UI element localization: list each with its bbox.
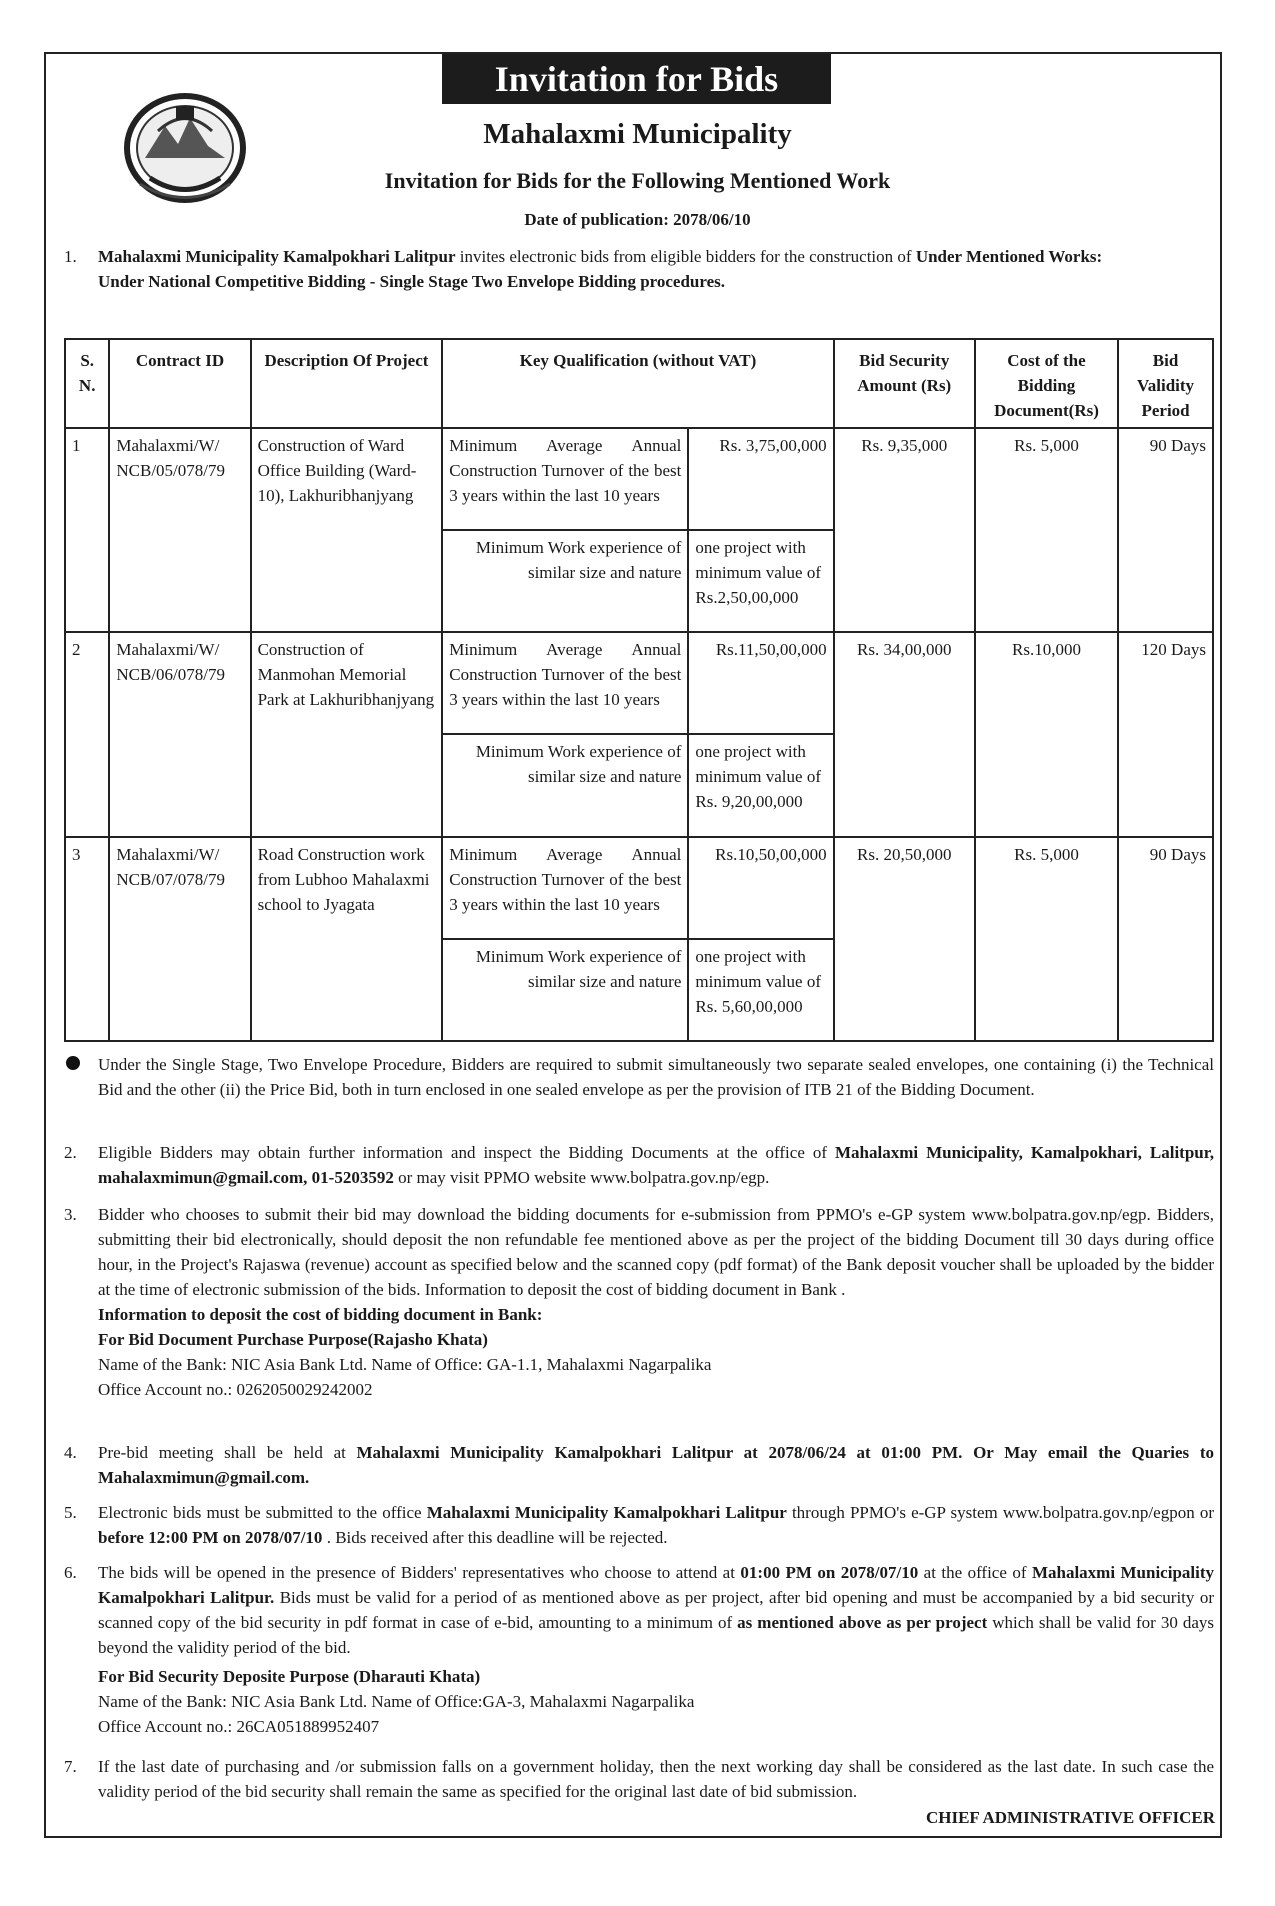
row-bid-security: Rs. 34,00,000 [834,632,975,836]
paragraph-number: 7. [64,1757,77,1776]
p5-tail: . Bids received after this deadline will be rejected. [322,1528,668,1547]
row-experience-label: Minimum Work experience of similar size and nature [442,939,688,1041]
row-cost: Rs. 5,000 [975,837,1118,1041]
notice-subtitle: Invitation for Bids for the Following Mentioned Work [384,168,891,193]
paragraph-number: 4. [64,1443,77,1462]
row-experience-value: one project with minimum value of Rs. 5,60,00,000 [688,939,833,1041]
p2-text: Eligible Bidders may obtain further information and inspect the Bidding Documents at the office of [98,1143,836,1162]
row-sn: 2 [65,632,109,836]
row-validity: 90 Days [1118,837,1213,1041]
header-contract-id: Contract ID [109,339,250,428]
row-validity: 120 Days [1118,632,1213,836]
paragraph-5 [64,1500,1214,1550]
paragraph-number: 1. [64,247,77,266]
p3-bank-line: Name of the Bank: NIC Asia Bank Ltd. Name of Office: GA-1.1, Mahalaxmi Nagarpalika [98,1355,712,1374]
paragraph-6 [64,1560,1214,1739]
row-description: Road Construction work from Lubhoo Mahalaxmi school to Jyagata [251,837,443,1041]
paragraph-number: 5. [64,1503,77,1522]
p6-tail: which shall be valid for 30 days beyond the validity period of the bid. [98,1613,1214,1657]
paragraph-1 [64,244,1214,294]
header-key-qualification: Key Qualification (without VAT) [442,339,833,428]
table-header-row [65,339,1213,428]
row-validity: 90 Days [1118,428,1213,632]
table-row [65,428,1213,530]
p3-info-heading: Information to deposit the cost of bidding document in Bank: [98,1305,543,1324]
p2-tail: or may visit PPMO website www.bolpatra.gov.np/egp. [393,1168,770,1187]
row-experience-label: Minimum Work experience of similar size and nature [442,734,688,836]
row-description: Construction of Ward Office Building (Ward-10), Lakhuribhanjyang [251,428,443,632]
header-cost: Cost of the Bidding Document(Rs) [975,339,1118,428]
p5-office: Mahalaxmi Municipality Kamalpokhari Lalitpur [426,1503,787,1522]
row-experience-value: one project with minimum value of Rs. 9,20,00,000 [688,734,833,836]
paragraph-7 [64,1754,1214,1804]
table-row [65,837,1213,939]
row-sn: 1 [65,428,109,632]
row-qualification-label: Minimum Average Annual Construction Turnover of the best 3 years within the last 10 years [442,632,688,734]
row-description: Construction of Manmohan Memorial Park at Lakhuribhanjyang [251,632,443,836]
p3-purpose-heading: For Bid Document Purchase Purpose(Rajasho Khata) [98,1330,488,1349]
bids-table [64,338,1214,1042]
intro-lead: Mahalaxmi Municipality Kamalpokhari Lalitpur [98,247,456,266]
paragraph-number: 6. [64,1563,77,1582]
banner-title: Invitation for Bids [442,54,831,104]
row-contract-id: Mahalaxmi/W/ NCB/06/078/79 [109,632,250,836]
row-contract-id: Mahalaxmi/W/ NCB/07/078/79 [109,837,250,1041]
table-row [65,632,1213,734]
p6-account-line: Office Account no.: 26CA051889952407 [98,1717,380,1736]
bidding-procedure: Under National Competitive Bidding - Single Stage Two Envelope Bidding procedures. [98,272,726,291]
p5-deadline: before 12:00 PM on 2078/07/10 [98,1528,323,1547]
p6-bank-line: Name of the Bank: NIC Asia Bank Ltd. Name of Office:GA-3, Mahalaxmi Nagarpalika [98,1692,695,1711]
p3-account-line: Office Account no.: 0262050029242002 [98,1380,373,1399]
p7-text: If the last date of purchasing and /or submission falls on a government holiday, then the next working day shall be considered as the last date. In such case the validity period of the bid security shall remain the same as specified for the original last date of bid submission. [98,1757,1214,1801]
intro-text: invites electronic bids from eligible bidders for the construction of [455,247,916,266]
intro-tail: Under Mentioned Works: [915,247,1103,266]
p4-text: Pre-bid meeting shall be held at [98,1443,357,1462]
row-qualification-label: Minimum Average Annual Construction Turnover of the best 3 years within the last 10 years [442,837,688,939]
row-qualification-value: Rs.11,50,00,000 [688,632,833,734]
row-bid-security: Rs. 9,35,000 [834,428,975,632]
header-validity: Bid Validity Period [1118,339,1213,428]
header-bid-security: Bid Security Amount (Rs) [834,339,975,428]
paragraph-number: 2. [64,1143,77,1162]
row-contract-id: Mahalaxmi/W/ NCB/05/078/79 [109,428,250,632]
paragraph-number: 3. [64,1205,77,1224]
row-bid-security: Rs. 20,50,000 [834,837,975,1041]
publication-date: Date of publication: 2078/06/10 [524,210,751,229]
p4-bold: Mahalaxmi Municipality Kamalpokhari Lalitpur at 2078/06/24 at 01:00 PM. Or May email the Quaries to Mahalaxmimun@gmail.com. [98,1443,1214,1487]
p5-text: Electronic bids must be submitted to the office [98,1503,427,1522]
paragraph-4 [64,1440,1214,1490]
p6-amount: as mentioned above as per project [737,1613,988,1632]
p6-mid2: Bids must be valid for a period of as mentioned above as per project, after bid opening and must be accompanied by a bid security or scanned copy of the bid security in pdf format in case of e-bid, amounting to a minimum of [98,1588,1214,1632]
row-experience-label: Minimum Work experience of similar size and nature [442,530,688,632]
p2-contact: Mahalaxmi Municipality, Kamalpokhari, Lalitpur, mahalaxmimun@gmail.com, 01-5203592 [98,1143,1214,1187]
row-sn: 3 [65,837,109,1041]
p3-text: Bidder who chooses to submit their bid may download the bidding documents for e-submission from PPMO's e-GP system www.bolpatra.gov.np/egp. Bidders, submitting their bid electronically, should deposit the non refundable fee mentioned above as per the project of the bidding Document till 30 days during office hour, in the Project's Rajaswa (revenue) account as specified below and the scanned copy (pdf format) of the Bank deposit voucher shall be uploaded by the bidder at the time of electronic submission of the bids. Information to deposit the cost of bidding document in Bank . [98,1205,1214,1299]
paragraph-2 [64,1140,1214,1190]
p5-mid: through PPMO's e-GP system www.bolpatra.gov.np/egpon or [786,1503,1214,1522]
header-sn: S. N. [65,339,109,428]
row-cost: Rs. 5,000 [975,428,1118,632]
row-qualification-value: Rs. 3,75,00,000 [688,428,833,530]
bullet-note-text: Under the Single Stage, Two Envelope Procedure, Bidders are required to submit simultaneously two separate sealed envelopes, one containing (i) the Technical Bid and the other (ii) the Price Bid, both in turn enclosed in one sealed envelope as per the provision of ITB 21 of the Bidding Document. [98,1055,1214,1099]
paragraph-3 [64,1202,1214,1402]
row-experience-value: one project with minimum value of Rs.2,50,00,000 [688,530,833,632]
bullet-note [64,1052,1214,1102]
header-description: Description Of Project [251,339,443,428]
row-qualification-value: Rs.10,50,00,000 [688,837,833,939]
signature-title: CHIEF ADMINISTRATIVE OFFICER [925,1808,1215,1827]
p6-mid: at the office of [918,1563,1032,1582]
row-cost: Rs.10,000 [975,632,1118,836]
row-qualification-label: Minimum Average Annual Construction Turnover of the best 3 years within the last 10 years [442,428,688,530]
organization-name: Mahalaxmi Municipality [483,118,792,150]
p6-office: Mahalaxmi Municipality Kamalpokhari Lalitpur. [98,1563,1215,1607]
p6-text: The bids will be opened in the presence of Bidders' representatives who choose to attend at [98,1563,741,1582]
p6-time: 01:00 PM on 2078/07/10 [740,1563,919,1582]
p6-purpose-heading: For Bid Security Deposite Purpose (Dharauti Khata) [98,1667,481,1686]
